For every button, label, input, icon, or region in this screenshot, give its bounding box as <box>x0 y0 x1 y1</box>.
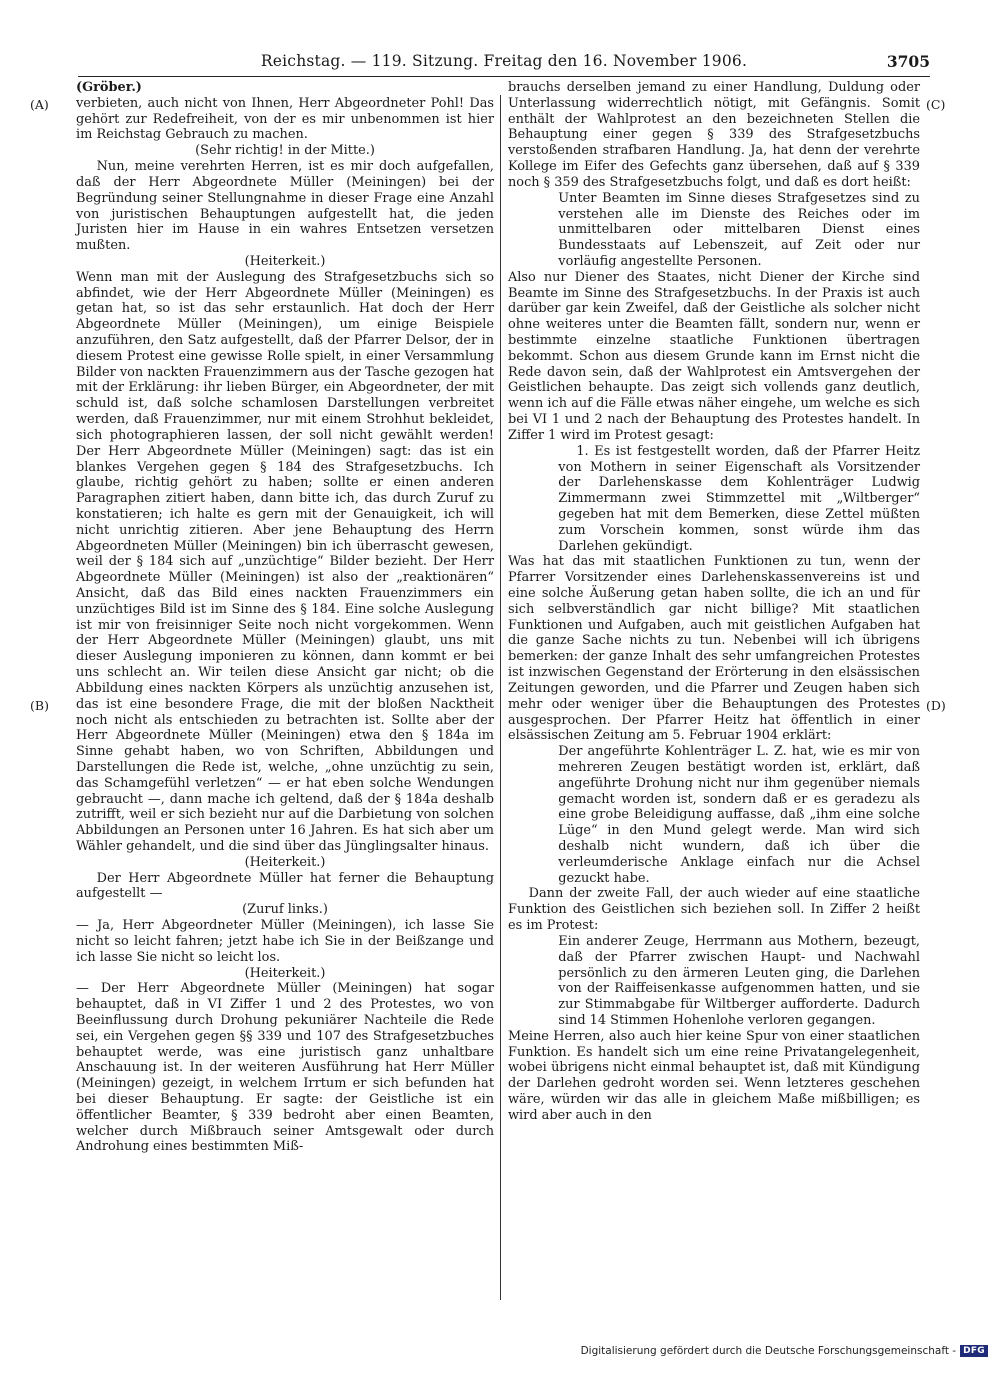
left-column <box>76 80 494 1155</box>
margin-marker-c: (C) <box>926 97 946 112</box>
running-header <box>78 50 930 77</box>
block-quote: Ein anderer Zeuge, Herrmann aus Mothern, bezeugt, daß der Pfarrer zwischen Haupt- und Nachwahl persönlich zu den ärmeren Leuten ging, die Darlehen von der Raiffeisenkasse aufgenommen hatten, und sie zur Stimmabgabe für Wiltberger aufforderte. Dadurch sind 14 Stimmen Hohenlohe verloren gegangen. <box>558 933 920 1028</box>
speaker-label: (Gröber.) <box>76 80 142 95</box>
paragraph: brauchs derselben jemand zu einer Handlung, Duldung oder Unterlassung widerrechtlich nötigt, mit Gefängnis. Somit enthält der Wahlprotest an den bezeichneten Stellen die Behauptung einer gegen § 339 des Strafgesetzbuchs verstoßenden strafbaren Handlung. Ja, hat denn der verehrte Kollege im Eifer des Gefechts ganz übersehen, daß auf § 339 noch § 359 des Strafgesetzbuchs folgt, und daß es dort heißt: <box>508 80 920 190</box>
paragraph: Meine Herren, also auch hier keine Spur von einer staatlichen Funktion. Es handelt sich um eine reine Privatangelegenheit, wobei übrigens nicht einmal behauptet ist, daß mit Kündigung der Darlehen gedroht worden sei. Wenn letzteres geschehen wäre, würden wir das alle in gleichem Maße mißbilligen; es wird aber auch in den <box>508 1028 920 1123</box>
paragraph: Also nur Diener des Staates, nicht Diener der Kirche sind Beamte im Sinne des Strafgesetzbuchs. In der Praxis ist auch darüber gar kein Zweifel, daß der Geistliche als solcher nicht ohne weiteres unter die Beamten fällt, sondern nur, wenn er bestimmte einzelne staatliche Funktionen übertragen bekommt. Schon aus diesem Grunde kann im Ernst nicht die Rede davon sein, daß der Wahlprotest ein Amtsvergehen der Geistlichen behaupte. Das zeigt sich vollends ganz deutlich, wenn ich auf die Fälle etwas näher eingehe, um welche es sich bei VI 1 und 2 nach der Behauptung des Protestes handelt. In Ziffer 1 wird im Protest gesagt: <box>508 269 920 443</box>
margin-marker-a: (A) <box>30 97 49 112</box>
column-divider <box>500 95 501 1300</box>
right-column <box>508 80 920 1124</box>
paragraph: — Ja, Herr Abgeordneter Müller (Meiningen), ich lasse Sie nicht so leicht fahren; jetzt habe ich Sie in der Beißzange und ich lasse Sie nicht so leicht los. <box>76 918 494 965</box>
interjection: (Zuruf links.) <box>242 902 328 918</box>
paragraph: — Der Herr Abgeordnete Müller (Meiningen) hat sogar behauptet, daß in VI Ziffer 1 und 2 des Protestes, wo von Beeinflussung durch Drohung pekuniärer Nachteile die Rede sei, ein Vergehen gegen §§ 339 und 107 des Strafgesetzbuches behauptet werde, was eine juristisch ganz unhaltbare Anschauung ist. In der weiteren Ausführung hat Herr Müller (Meiningen) gezeigt, in welchem Irrtum er sich befunden hat bei dieser Behauptung. Er sagte: der Geistliche ist ein öffentlicher Beamter, § 339 bedroht aber einen Beamten, welcher durch Mißbrauch seiner Amtsgewalt oder durch Androhung eines bestimmten Miß- <box>76 981 494 1155</box>
interjection: (Heiterkeit.) <box>244 854 326 870</box>
paragraph: Dann der zweite Fall, der auch wieder auf eine staatliche Funktion des Geistlichen sich beziehen soll. In Ziffer 2 heißt es im Protest: <box>508 886 920 934</box>
block-quote: Der angeführte Kohlenträger L. Z. hat, wie es mir von mehreren Zeugen bestätigt worden ist, erklärt, daß angeführte Drohung nicht nur ihm gegenüber niemals gemacht worden ist, sondern daß er es geradezu als eine grobe Beleidigung auffasse, daß „ihm eine solche Lüge“ in den Mund gelegt werde. Man wird sich deshalb nicht wundern, daß ich über die verleumderische Anklage einfach nur die Achsel gezuckt habe. <box>558 744 920 886</box>
paragraph: Der Herr Abgeordnete Müller hat ferner die Behauptung aufgestellt — <box>76 870 494 902</box>
paragraph: Was hat das mit staatlichen Funktionen zu tun, wenn der Pfarrer Vorsitzender eines Darlehenskassenvereins ist und eine solche Äußerung getan haben sollte, die ich an und für sich selbverständlich gar nicht billige? Mit staatlichen Funktionen und Aufgaben, auch mit geistlichen Aufgaben hat die ganze Sache nichts zu tun. Nebenbei will ich übrigens bemerken: der ganze Inhalt des sehr umfangreichen Protestes ist inzwischen Gegenstand der Erörterung in den elsässischen Zeitungen geworden, und die Pfarrer und Zeugen haben sich mehr oder weniger über die Behauptungen des Protestes ausgesprochen. Der Pfarrer Heitz hat öffentlich in einer elsässischen Zeitung am 5. Februar 1904 erklärt: <box>508 554 920 744</box>
margin-marker-b: (B) <box>30 698 49 713</box>
paragraph: Wenn man mit der Auslegung des Strafgesetzbuchs sich so abfindet, wie der Herr Abgeordnete Müller (Meiningen) es getan hat, so ist das sehr erstaunlich. Hat doch der Herr Abgeordnete Müller (Meiningen), um einige Beispiele anzuführen, den Satz aufgestellt, daß der Pfarrer Delsor, der in diesem Protest eine gewisse Rolle spielt, in einer Versammlung Bilder von nackten Frauenzimmern aus der Tasche gezogen hat mit der Erklärung: ihr lieben Bürger, ein Abgeordneter, der mit schuld ist, daß solche schamlosen Darstellungen verbreitet werden, daß Frauenzimmer, nur mit einem Strohhut bekleidet, sich photographieren lassen, der soll nicht gewählt werden! Der Herr Abgeordnete Müller (Meiningen) sagt: das ist ein blankes Vergehen gegen § 184 des Strafgesetzbuchs. Ich glaube, richtig gehört zu haben; sollte er einen anderen Paragraphen zitiert haben, dann bitte ich, das durch Zuruf zu konstatieren; ich halte es gern mit der Genauigkeit, ich will nicht unrichtig zitieren. Aber jene Behauptung des Herrn Abgeordneten Müller (Meiningen) bin ich überrascht gewesen, weil der § 184 sich auf „unzüchtige“ Bilder bezieht. Der Herr Abgeordnete Müller (Meiningen) ist also der „reaktionären“ Ansicht, daß das Bild eines nackten Frauenzimmers ein unzüchtiges Bild ist im Sinne des § 184. Eine solche Auslegung ist mir von freisinniger Seite noch nicht vorgekommen. Wenn der Herr Abgeordnete Müller (Meiningen) glaubt, uns mit dieser Auslegung imponieren zu können, dann kommt er bei uns schlecht an. Wir teilen diese Ansicht gar nicht; ob die Abbildung eines nackten Körpers als unzüchtig anzusehen ist, das ist eine besondere Frage, die mit der bloßen Nacktheit noch nicht als entschieden zu betrachten ist. Sollte aber der Herr Abgeordnete Müller (Meiningen) etwa den § 184a im Sinne gehabt haben, wo von Schriften, Abbildungen und Darstellungen die Rede ist, welche, „ohne unzüchtig zu sein, das Schamgefühl verletzen“ — er hat eben solche Wendungen gebraucht —, dann mache ich geltend, daß der § 184a deshalb zutrifft, weil er sich bezieht nur auf die Darbietung von solchen Abbildungen an Personen unter 16 Jahren. Es hat sich aber um Wähler gehandelt, und die sind über das Jünglingsalter hinaus. <box>76 269 494 854</box>
footer-credit <box>581 1345 988 1357</box>
interjection: (Heiterkeit.) <box>244 253 326 269</box>
interjection: (Sehr richtig! in der Mitte.) <box>195 143 375 159</box>
running-title: Reichstag. — 119. Sitzung. Freitag den 16. November 1906. <box>260 52 748 70</box>
margin-marker-d: (D) <box>926 698 946 713</box>
interjection: (Heiterkeit.) <box>244 965 326 981</box>
block-quote: Unter Beamten im Sinne dieses Strafgesetzes sind zu verstehen alle im Dienste des Reiches oder im unmittelbaren oder mittelbaren Dienst eines Bundesstaats auf Lebenszeit, auf Zeit oder nur vorläufig angestellte Personen. <box>558 190 920 269</box>
block-quote: 1. Es ist festgestellt worden, daß der Pfarrer Heitz von Mothern in seiner Eigenschaft als Vorsitzender der Darlehenskasse dem Kohlenträger Ludwig Zimmermann zwei Stimmzettel mit „Wiltberger“ gegeben hat mit dem Bemerken, diese Zettel müßten zum Vorschein kommen, sonst würde ihm das Darlehen gekündigt. <box>558 443 920 554</box>
page-number: 3705 <box>886 52 930 71</box>
footer-text: Digitalisierung gefördert durch die Deutsche Forschungsgemeinschaft - <box>580 1345 957 1357</box>
paragraph: Nun, meine verehrten Herren, ist es mir doch aufgefallen, daß der Herr Abgeordnete Müller (Meiningen) bei der Begründung seiner Stellungnahme in dieser Frage eine Anzahl von juristischen Behauptungen aufgestellt hat, die jeden Juristen hier im Hause in ein wahres Entsetzen versetzen mußten. <box>76 159 494 254</box>
dfg-logo: DFG <box>960 1345 988 1357</box>
paragraph: verbieten, auch nicht von Ihnen, Herr Abgeordneter Pohl! Das gehört zur Redefreiheit, von der es mir unbenommen ist hier im Reichstag Gebrauch zu machen. <box>76 95 494 143</box>
